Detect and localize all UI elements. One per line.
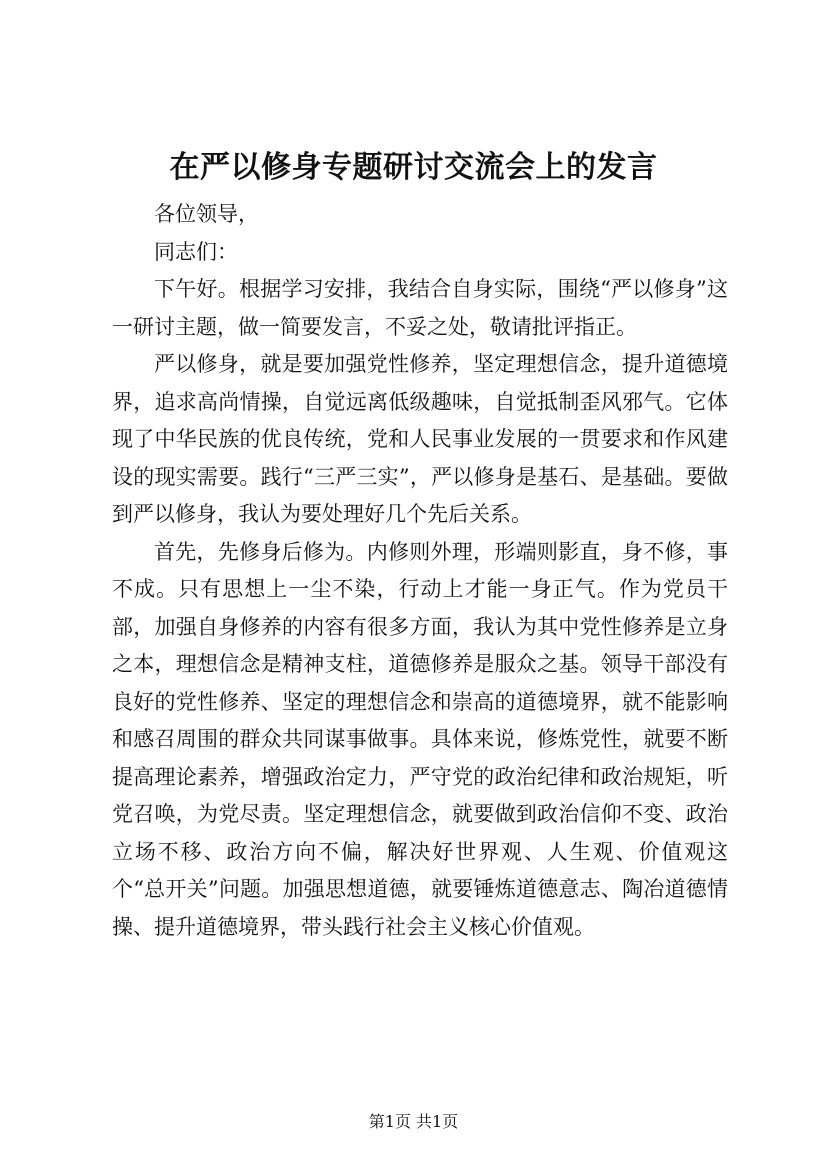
opening-paragraph: 下午好。根据学习安排，我结合自身实际，围绕“严以修身”这一研讨主题，做一简要发言，不妥之处，敬请批评指正。 (112, 277, 728, 339)
salutation-leaders: 各位领导， (154, 202, 259, 226)
page-number-footer: 第1页 共1页 (368, 1112, 459, 1131)
document-body (112, 196, 728, 946)
salutation-comrades: 同志们： (154, 239, 238, 264)
document-title: 在严以修身专题研讨交流会上的发言 (169, 150, 658, 185)
body-paragraph: 首先，先修身后修为。内修则外理，形端则影直，身不修，事不成。只有思想上一尘不染，行动上才能一身正气。作为党员干部，加强自身修养的内容有很多方面，我认为其中党性修养是立身之本，理想信念是精神支柱，道德修养是服众之基。领导干部没有良好的党性修养、坚定的理想信念和崇高的道德境界，就不能影响和感召周围的群众共同谋事做事。具体来说，修炼党性，就要不断提高理论素养，增强政治定力，严守党的政治纪律和政治规矩，听党召唤，为党尽责。坚定理想信念，就要做到政治信仰不变、政治立场不移、政治方向不偏，解决好世界观、人生观、价值观这个“总开关”问题。加强思想道德，就要锤炼道德意志、陶冶道德情操、提升道德境界，带头践行社会主义核心价值观。 (112, 539, 728, 939)
body-paragraph: 严以修身，就是要加强党性修养，坚定理想信念，提升道德境界，追求高尚情操，自觉远离低级趣味，自觉抵制歪风邪气。它体现了中华民族的优良传统，党和人民事业发展的一贯要求和作风建设的现实需要。践行“三严三实”，严以修身是基石、是基础。要做到严以修身，我认为要处理好几个先后关系。 (112, 352, 728, 526)
